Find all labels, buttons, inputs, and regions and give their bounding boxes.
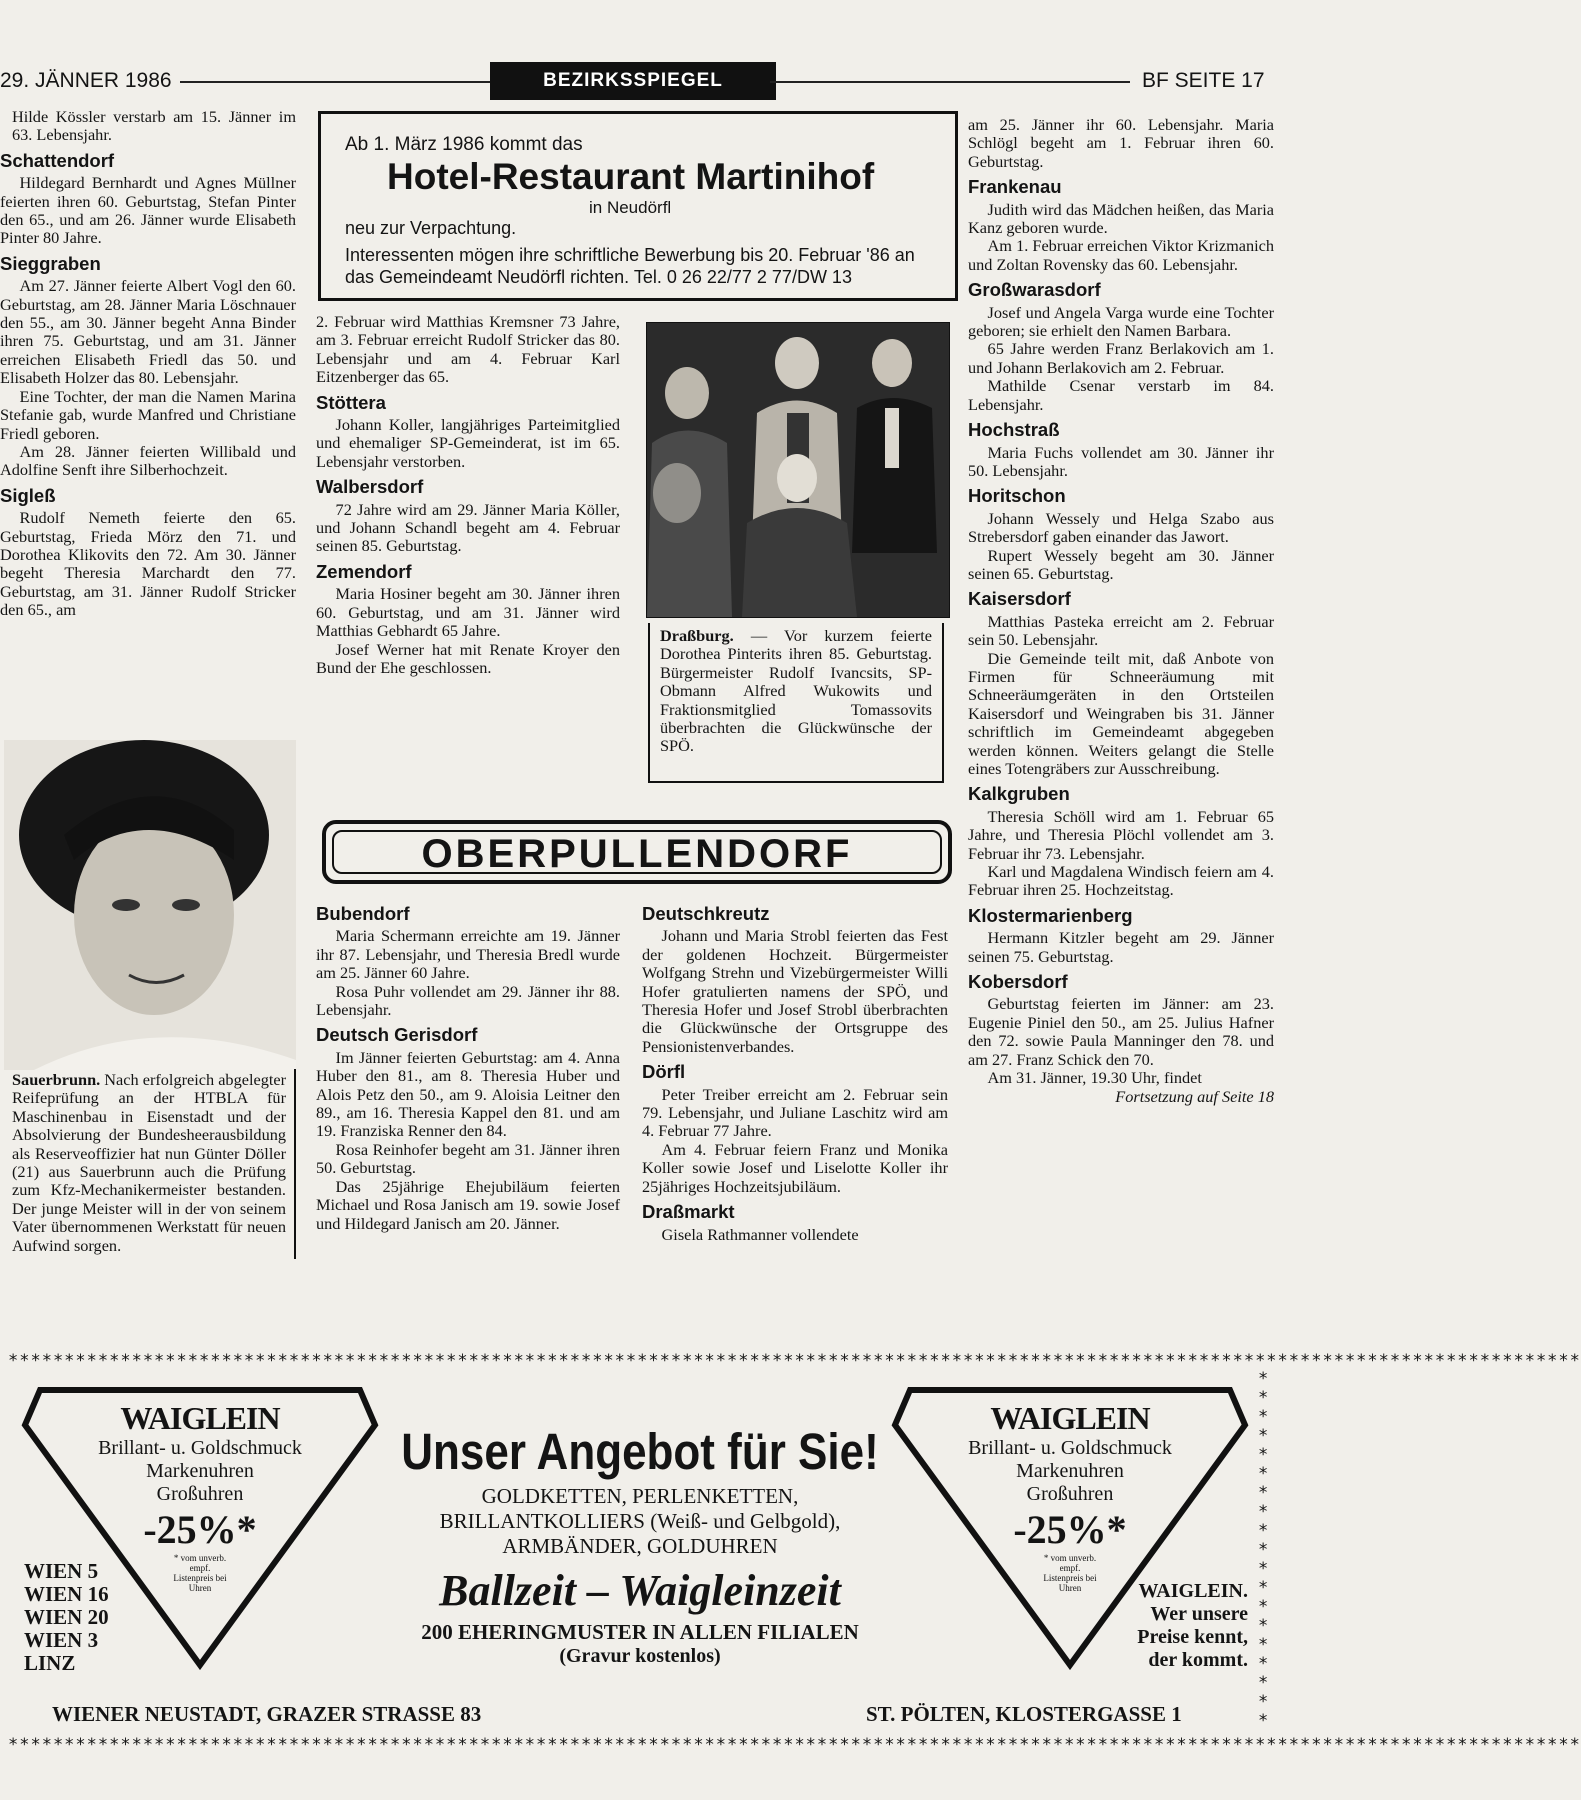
tagline-line: Preise kennt, — [1137, 1626, 1248, 1648]
column-deutschkreutz — [642, 905, 948, 1244]
section-heading: Horitschon — [968, 485, 1066, 507]
ad-offer: BRILLANTKOLLIERS (Weiß- und Gelbgold), — [439, 1509, 841, 1533]
section-heading: Walbersdorf — [316, 476, 424, 498]
ad-tagline — [1118, 1580, 1248, 1672]
article-text: Geburtstag feierten im Jänner: am 23. Eugenie Piniel den 50., am 25. Julius Hafner den 72. sowie Paula Manninger den 78. und am 27. Franz Schick den 70. — [968, 994, 1274, 1069]
section-heading: Deutschkreutz — [642, 903, 770, 924]
section-heading: Bubendorf — [316, 903, 410, 924]
city: WIEN 5 — [24, 1559, 99, 1583]
city: WIEN 16 — [24, 1582, 109, 1606]
column-right — [968, 116, 1274, 1106]
article-text: Josef Werner hat mit Renate Kroyer den Bund der Ehe geschlossen. — [316, 639, 620, 677]
section-heading: Kaisersdorf — [968, 588, 1071, 610]
section-heading: Stöttera — [316, 391, 386, 413]
article-text: Am 28. Jänner feierten Willibald und Adolfine Senft ihre Silberhochzeit. — [0, 441, 296, 480]
article-text: Hermann Kitzler begeht am 29. Jänner seinen 75. Geburtstag. — [968, 928, 1274, 966]
column-bubendorf — [316, 905, 620, 1233]
ad-engrave: (Gravur kostenlos) — [559, 1645, 721, 1667]
article-text: Am 27. Jänner feierte Albert Vogl den 60. Geburtstag, am 28. Jänner Maria Löschnauer den 55., am 30. Jänner begeht Anna Binder ihren 75. Geburtstag, und am 31. Jänner erreichen Elisabeth Friedl das 50. und Elisabeth Holzer das 80. Lebensjahr. — [0, 276, 296, 388]
brand-name: WAIGLEIN — [120, 1400, 280, 1436]
portrait-figure — [4, 740, 296, 1070]
article-text: Matthias Pasteka erreicht am 2. Februar sein 50. Lebensjahr. — [968, 611, 1274, 650]
brand-line: Brillant- u. Goldschmuck — [98, 1437, 302, 1459]
ad-headline: Unser Angebot für Sie! — [401, 1424, 879, 1481]
star-border-right: * * * * * * * * * * * * * * * * * * * — [1258, 1369, 1270, 1731]
photo-portrait-sauerbrunn — [4, 740, 296, 1070]
photo-caption-drassburg — [648, 623, 944, 783]
header-rule-right — [770, 81, 1130, 83]
article-text: Johann und Maria Strobl feierten das Fest der goldenen Hochzeit. Bürgermeister Wolfgang Strehn und Vizebürgermeister Willi Hofer gratulierten namens der SPÖ, und Theresia Hofer und Josef Strobl überbrachten die Glückwünsche der Ortsgruppe des Pensionistenverbandes. — [642, 926, 948, 1056]
article-text: Eine Tochter, der man die Namen Marina Stefanie gab, wurde Manfred und Christiane Friedl geboren. — [0, 386, 296, 443]
district-banner — [322, 820, 952, 884]
ad-offer: GOLDKETTEN, PERLENKETTEN, — [481, 1484, 799, 1508]
ad-hotel-place: in Neudörfl — [589, 198, 672, 217]
article-text: 2. Februar wird Matthias Kremsner 73 Jahre, am 3. Februar erreicht Rudolf Stricker das 80. Lebensjahr und am 4. Februar Karl Eitzenberger das 65. — [316, 312, 620, 387]
photo-drassburg-group — [646, 322, 950, 618]
ad-hotel-name: Hotel-Restaurant Martinihof — [387, 156, 875, 197]
city: LINZ — [24, 1651, 76, 1675]
article-text: Am 4. Februar feiern Franz und Monika Koller sowie Josef und Liselotte Koller ihr 25jähriges Hochzeitsjubiläum. — [642, 1139, 948, 1196]
tagline-line: Wer unsere — [1150, 1603, 1248, 1625]
brand-line: Markenuhren — [146, 1460, 254, 1482]
city: WIEN 20 — [24, 1605, 109, 1629]
article-text: Rudolf Nemeth feierte den 65. Geburtstag, Frieda Mörz den 71. und Dorothea Klikovits den 72. Am 30. Jänner begeht Theresia Marchardt den 77. Geburtstag, am 31. Jänner Rudolf Stricker den 65., am — [0, 508, 296, 620]
article-text: Mathilde Csenar verstarb im 84. Lebensjahr. — [968, 376, 1274, 414]
caption-place: Draßburg. — [660, 626, 734, 645]
article-text: Im Jänner feierten Geburtstag: am 4. Anna Huber den 81., am 8. Theresia Huber und Alois Petz den 50., am 9. Aloisia Leitner den 89., am 16. Theresia Kappel den 81. und am 19. Franziska Renner den 84. — [316, 1047, 620, 1141]
address-right: ST. PÖLTEN, KLOSTERGASSE 1 — [866, 1702, 1182, 1726]
page-number: BF SEITE 17 — [1142, 69, 1265, 92]
article-text: Karl und Magdalena Windisch feiern am 4. Februar ihren 25. Hochzeitstag. — [968, 862, 1274, 900]
discount: -25%* — [143, 1507, 257, 1552]
article-text: Judith wird das Mädchen heißen, das Maria Kanz geboren wurde. — [968, 199, 1274, 238]
ad-intro: Ab 1. März 1986 kommt das — [345, 134, 583, 155]
section-heading: Sigleß — [0, 484, 56, 506]
header-rule-left — [180, 81, 490, 83]
address-left: WIENER NEUSTADT, GRAZER STRASSE 83 — [52, 1702, 482, 1726]
ad-center — [370, 1424, 910, 1668]
brand-line: Brillant- u. Goldschmuck — [968, 1437, 1172, 1459]
photo-caption-sauerbrunn — [4, 1069, 296, 1259]
article-text: Gisela Rathmanner vollendete — [661, 1224, 859, 1244]
waiglein-logo-right — [930, 1400, 1210, 1593]
ad-slogan: Ballzeit – Waigleinzeit — [439, 1566, 841, 1615]
discount-note: * vom unverb. empf. Listenpreis bei Uhren — [173, 1553, 227, 1593]
section-heading: Großwarasdorf — [968, 279, 1101, 301]
brand-name: WAIGLEIN — [990, 1400, 1150, 1436]
article-text: Hildegard Bernhardt und Agnes Müllner feierten ihren 60. Geburtstag, Stefan Pinter den 65., und am 26. Jänner wurde Elisabeth Pinter 80 Jahre. — [0, 173, 296, 248]
article-text: Hilde Kössler verstarb am 15. Jänner im 63. Lebensjahr. — [12, 107, 296, 145]
section-heading: Schattendorf — [0, 149, 115, 171]
article-text: Maria Schermann erreichte am 19. Jänner ihr 87. Lebensjahr, und Theresia Bredl wurde am 25. Jänner 60 Jahre. — [316, 926, 620, 983]
article-text: Die Gemeinde teilt mit, daß Anbote von Firmen für Schneeräumung mit Schneeräumgeräten in den Ortsteilen Kaisersdorf und Weingraben bis 31. Jänner schriftlich im Gemeindeamt abgegeben werden können. Weiters gelangt die Stelle eines Totengräbers zur Ausschreibung. — [968, 648, 1274, 778]
star-border-top: ******************************************************************************************************************************************** — [8, 1351, 1581, 1371]
article-text: Am 31. Jänner, 19.30 Uhr, findet — [987, 1068, 1202, 1088]
section-heading: Dörfl — [642, 1061, 686, 1083]
section-heading: Zemendorf — [316, 560, 412, 582]
discount-note: * vom unverb. empf. Listenpreis bei Uhren — [1043, 1553, 1097, 1593]
section-heading: Kalkgruben — [968, 783, 1070, 805]
article-text: Maria Fuchs vollendet am 30. Jänner ihr 50. Lebensjahr. — [968, 442, 1274, 480]
star-border-bottom: ******************************************************************************************************************************************** — [8, 1735, 1581, 1755]
issue-date: 29. JÄNNER 1986 — [0, 69, 172, 92]
section-heading: Kobersdorf — [968, 971, 1068, 993]
ad-contact-text: Interessenten mögen ihre schriftliche Bewerbung bis 20. Februar '86 an das Gemeindeamt Neudörfl richten. Tel. 0 26 22/77 2 77/DW 13 — [345, 245, 915, 287]
tagline-line: WAIGLEIN. — [1138, 1580, 1248, 1602]
brand-line: Markenuhren — [1016, 1460, 1124, 1482]
caption-text: Nach erfolgreich abgelegter Reifeprüfung an der HTBLA für Maschinenbau in Eisenstadt und der Absolvierung der Bundesheerausbildung als Reserveoffizier hat nun Günter Döller (21) aus Sauerbrunn auch die Prüfung zum Kfz-Mechanikermeister bestanden. Der junge Meister will in der von seinem Vater übernommenen Werkstatt für neuen Aufwind sorgen. — [12, 1070, 287, 1255]
section-heading: Klostermarienberg — [968, 904, 1133, 926]
article-text: Josef und Angela Varga wurde eine Tochter geboren; sie erhielt den Namen Barbara. — [968, 302, 1274, 341]
section-title: BEZIRKSSPIEGEL — [490, 62, 776, 100]
article-text: Rupert Wessely begeht am 30. Jänner seinen 65. Geburtstag. — [968, 545, 1274, 583]
discount: -25%* — [1013, 1507, 1127, 1552]
ad-rings: 200 EHERINGMUSTER IN ALLEN FILIALEN — [421, 1620, 859, 1644]
section-heading: Frankenau — [968, 176, 1062, 198]
photo-silhouettes — [647, 323, 949, 617]
article-text: am 25. Jänner ihr 60. Lebensjahr. Maria Schlögl begeht am 1. Februar ihren 60. Geburtstag. — [968, 115, 1274, 171]
article-text: Johann Koller, langjähriges Parteimitglied und ehemaliger SP-Gemeinderat, ist im 65. Lebensjahr verstorben. — [316, 415, 620, 471]
continuation-note: Fortsetzung auf Seite 18 — [1115, 1086, 1274, 1106]
ad-offer: ARMBÄNDER, GOLDUHREN — [502, 1534, 778, 1558]
article-text: Rosa Puhr vollendet am 29. Jänner ihr 88. Lebensjahr. — [316, 981, 620, 1020]
caption-place: Sauerbrunn. — [12, 1070, 101, 1089]
article-text: Am 1. Februar erreichen Viktor Krizmanich und Zoltan Rovensky das 60. Lebensjahr. — [968, 236, 1274, 274]
section-heading: Draßmarkt — [642, 1201, 735, 1223]
article-text: Theresia Schöll wird am 1. Februar 65 Jahre, und Theresia Plöchl vollendet am 3. Februar ihr 73. Lebensjahr. — [968, 806, 1274, 863]
article-text: Maria Hosiner begeht am 30. Jänner ihren 60. Geburtstag, und am 31. Jänner wird Matthias Gebhardt 65 Jahre. — [316, 584, 620, 641]
section-heading: Deutsch Gerisdorf — [316, 1024, 478, 1046]
section-heading: Hochstraß — [968, 419, 1060, 441]
city-list — [24, 1560, 109, 1675]
article-text: 72 Jahre wird am 29. Jänner Maria Köller, und Johann Schandl begeht am 4. Februar seinen 85. Geburtstag. — [316, 499, 620, 556]
ad-lease-text: neu zur Verpachtung. — [345, 218, 517, 238]
brand-line: Großuhren — [1026, 1483, 1114, 1505]
column-left — [0, 108, 296, 620]
district-banner-title: OBERPULLENDORF — [332, 830, 942, 874]
tagline-line: der kommt. — [1148, 1649, 1248, 1671]
column-middle-top — [316, 313, 620, 677]
article-text: 65 Jahre werden Franz Berlakovich am 1. und Johann Berlakovich am 2. Februar. — [968, 339, 1274, 377]
brand-line: Großuhren — [156, 1483, 244, 1505]
city: WIEN 3 — [24, 1628, 99, 1652]
article-text: Peter Treiber erreicht am 2. Februar sein 79. Lebensjahr, und Juliane Laschitz wird am 4. Februar 77 Jahre. — [642, 1084, 948, 1141]
article-text: Rosa Reinhofer begeht am 31. Jänner ihren 50. Geburtstag. — [316, 1139, 620, 1178]
caption-text: — Vor kurzem feierte Dorothea Pinterits ihren 85. Geburtstag. Bürgermeister Rudolf Ivancsits, SP-Obmann Alfred Wukowits und Fraktionsmitglied Tomassovits überbrachten die Glückwünsche der SPÖ. — [660, 626, 932, 756]
hotel-advertisement — [318, 111, 958, 301]
article-text: Das 25jährige Ehejubiläum feierten Michael und Rosa Janisch am 19. sowie Josef und Hildegard Janisch am 20. Jänner. — [316, 1176, 620, 1233]
section-heading: Sieggraben — [0, 252, 101, 274]
article-text: Johann Wessely und Helga Szabo aus Strebersdorf gaben einander das Jawort. — [968, 508, 1274, 547]
